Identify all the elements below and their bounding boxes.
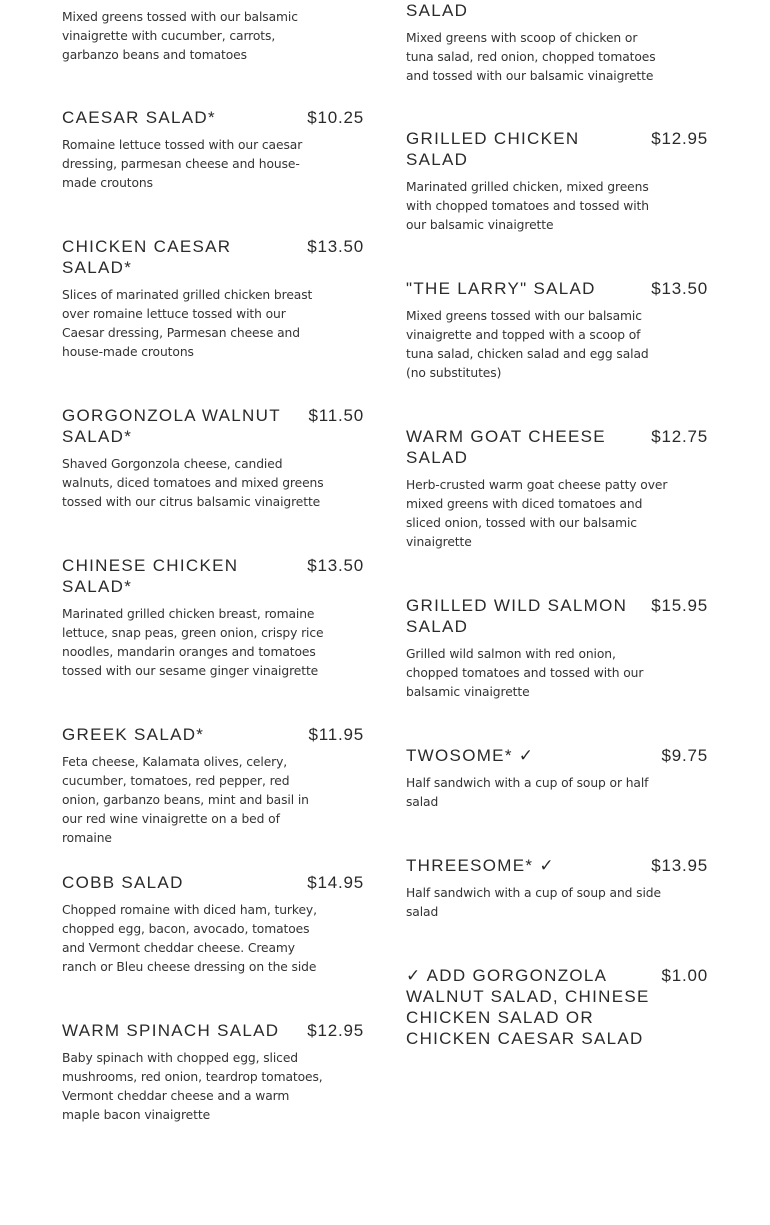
menu-item-price: $11.50 (308, 406, 364, 425)
menu-item-price: $12.95 (307, 1021, 364, 1040)
menu-item-price: $11.95 (308, 725, 364, 744)
menu-item-price: $12.75 (651, 427, 708, 446)
menu-item-twosome (406, 745, 708, 812)
menu-item-name: WARM SPINACH SALAD (62, 1021, 280, 1040)
menu-item-name: WARM GOAT CHEESE SALAD (406, 427, 606, 467)
menu-item-warm-spinach-salad (62, 1020, 364, 1125)
menu-item-description: Chopped romaine with diced ham, turkey, chopped egg, bacon, avocado, tomatoes and Vermont cheddar cheese. Creamy ranch or Bleu cheese dressing on the side (62, 903, 317, 974)
menu-item-cobb-salad (62, 872, 364, 977)
menu-item-chinese-chicken-salad (62, 555, 364, 681)
menu-item-price: $14.95 (307, 873, 364, 892)
menu-item-name: THREESOME* ✓ (406, 856, 555, 875)
menu-item-description: Grilled wild salmon with red onion, chopped tomatoes and tossed with our balsamic vinaigrette (406, 647, 644, 699)
menu-item-description: Marinated grilled chicken breast, romaine lettuce, snap peas, green onion, crispy rice noodles, mandarin oranges and tomatoes tossed with our sesame ginger vinaigrette (62, 607, 324, 678)
menu-item-name: CAESAR SALAD* (62, 108, 216, 127)
menu-item-threesome (406, 855, 708, 922)
menu-item-name: TWOSOME* ✓ (406, 746, 535, 765)
menu-item-description: Mixed greens tossed with our balsamic vinaigrette with cucumber, carrots, garbanzo beans and tomatoes (62, 10, 298, 62)
menu-item-price: $1.00 (661, 966, 708, 985)
menu-item-fragment (62, 8, 364, 65)
menu-item-description: Mixed greens with scoop of chicken or tuna salad, red onion, chopped tomatoes and tossed with our balsamic vinaigrette (406, 31, 656, 83)
menu-item-fragment (406, 0, 708, 86)
menu-item-description: Baby spinach with chopped egg, sliced mushrooms, red onion, teardrop tomatoes, Vermont cheddar cheese and a warm maple bacon vinaigrette (62, 1051, 323, 1122)
menu-item-caesar-salad (62, 107, 364, 193)
menu-item-greek-salad (62, 724, 364, 848)
menu-item-price: $13.95 (651, 856, 708, 875)
menu-item-name: CHICKEN CAESAR SALAD* (62, 237, 232, 277)
menu-item-name: ✓ ADD GORGONZOLA WALNUT SALAD, CHINESE CHICKEN SALAD OR CHICKEN CAESAR SALAD (406, 966, 650, 1048)
menu-item-the-larry-salad (406, 278, 708, 383)
menu-item-price: $12.95 (651, 129, 708, 148)
menu-item-price: $10.25 (307, 108, 364, 127)
menu-item-description: Half sandwich with a cup of soup and side salad (406, 886, 661, 919)
menu-item-description: Feta cheese, Kalamata olives, celery, cucumber, tomatoes, red pepper, red onion, garbanzo beans, mint and basil in our red wine vinaigrette on a bed of romaine (62, 755, 309, 845)
menu-item-price: $13.50 (651, 279, 708, 298)
menu-item-description: Slices of marinated grilled chicken breast over romaine lettuce tossed with our Caesar dressing, Parmesan cheese and house-made croutons (62, 288, 313, 359)
menu-item-price: $13.50 (307, 237, 364, 256)
menu-item-name: "THE LARRY" SALAD (406, 279, 596, 298)
menu-item-chicken-caesar-salad (62, 236, 364, 362)
menu-item-name: GREEK SALAD* (62, 725, 205, 744)
menu-item-price: $15.95 (651, 596, 708, 615)
menu-item-description: Romaine lettuce tossed with our caesar dressing, parmesan cheese and house-made croutons (62, 138, 303, 190)
menu-item-description: Shaved Gorgonzola cheese, candied walnuts, diced tomatoes and mixed greens tossed with our citrus balsamic vinaigrette (62, 457, 324, 509)
menu-item-warm-goat-cheese-salad (406, 426, 708, 552)
menu-item-name: GRILLED CHICKEN SALAD (406, 129, 580, 169)
menu-item-price: $13.50 (307, 556, 364, 575)
menu-item-add-salad (406, 965, 708, 1049)
menu-item-grilled-chicken-salad (406, 128, 708, 235)
menu-item-grilled-wild-salmon-salad (406, 595, 708, 702)
menu-item-name: SALAD (406, 1, 469, 20)
menu-item-name: GRILLED WILD SALMON SALAD (406, 596, 628, 636)
menu-item-description: Mixed greens tossed with our balsamic vinaigrette and topped with a scoop of tuna salad, chicken salad and egg salad (no substitutes) (406, 309, 649, 380)
menu-item-description: Half sandwich with a cup of soup or half salad (406, 776, 649, 809)
menu-item-name: CHINESE CHICKEN SALAD* (62, 556, 239, 596)
menu-item-name: COBB SALAD (62, 873, 184, 892)
menu-item-description: Herb-crusted warm goat cheese patty over mixed greens with diced tomatoes and sliced onion, tossed with our balsamic vinaigrette (406, 478, 668, 549)
menu-item-description: Marinated grilled chicken, mixed greens with chopped tomatoes and tossed with our balsamic vinaigrette (406, 180, 649, 232)
menu-item-price: $9.75 (661, 746, 708, 765)
menu-item-name: GORGONZOLA WALNUT SALAD* (62, 406, 281, 446)
menu-item-gorgonzola-walnut-salad (62, 405, 364, 512)
